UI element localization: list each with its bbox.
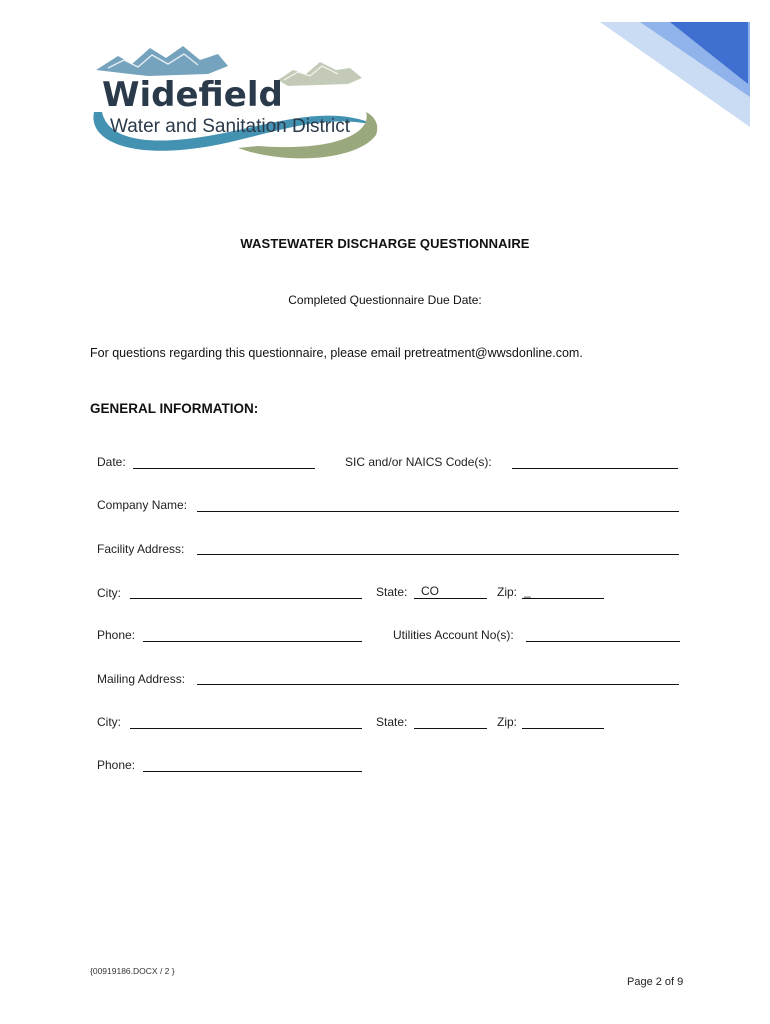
mailing-phone-label: Phone: — [97, 758, 136, 772]
date-field[interactable] — [133, 468, 315, 469]
utilities-account-label: Utilities Account No(s): — [393, 628, 514, 642]
utilities-account-field[interactable] — [526, 641, 680, 642]
mailing-city-label: City: — [97, 715, 121, 729]
sic-label: SIC and/or NAICS Code(s): — [345, 455, 492, 469]
mailing-zip-field[interactable] — [522, 728, 604, 729]
mailing-state-label: State: — [376, 715, 408, 729]
sic-field[interactable] — [512, 468, 678, 469]
city-label: City: — [97, 586, 121, 600]
section-heading: GENERAL INFORMATION: — [90, 401, 259, 416]
company-name-label: Company Name: — [97, 498, 188, 512]
zip-label: Zip: — [497, 585, 518, 599]
zip-value: _ — [524, 584, 531, 598]
mailing-address-label: Mailing Address: — [97, 672, 186, 686]
mailing-zip-label: Zip: — [497, 715, 518, 729]
state-field[interactable] — [414, 598, 487, 599]
corner-decoration — [600, 22, 750, 127]
facility-address-field[interactable] — [197, 554, 679, 555]
page-number: Page 2 of 9 — [627, 976, 684, 988]
company-name-field[interactable] — [197, 511, 679, 512]
mailing-phone-field[interactable] — [143, 771, 362, 772]
facility-address-label: Facility Address: — [97, 542, 185, 556]
logo-name-line1: Widefield — [102, 75, 283, 115]
state-value: CO — [421, 584, 439, 598]
mountain-range-right — [278, 62, 362, 86]
document-title: WASTEWATER DISCHARGE QUESTIONNAIRE — [240, 236, 530, 251]
mailing-address-field[interactable] — [197, 684, 679, 685]
date-label: Date: — [97, 455, 126, 469]
logo-name-line2: Water and Sanitation District — [110, 116, 351, 137]
phone-field[interactable] — [143, 641, 362, 642]
document-reference: {00919186.DOCX / 2 } — [90, 966, 175, 976]
state-label: State: — [376, 585, 408, 599]
mailing-city-field[interactable] — [130, 728, 362, 729]
due-date-label: Completed Questionnaire Due Date: — [288, 293, 482, 307]
mailing-state-field[interactable] — [414, 728, 487, 729]
phone-label: Phone: — [97, 628, 136, 642]
contact-text: For questions regarding this questionnaire, please email pretreatment@wwsdonline.com. — [90, 346, 583, 360]
widefield-logo — [88, 40, 388, 165]
zip-field[interactable] — [522, 598, 604, 599]
city-field[interactable] — [130, 598, 362, 599]
